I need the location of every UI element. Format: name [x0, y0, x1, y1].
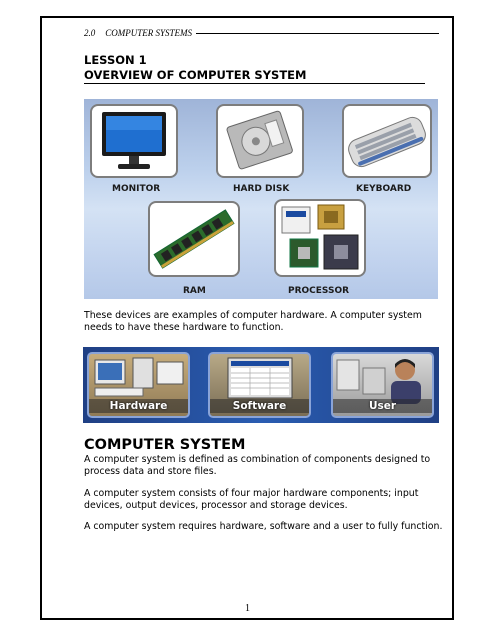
hardware-label: Hardware	[89, 399, 188, 413]
ram-card	[148, 201, 240, 277]
processor-label: PROCESSOR	[288, 286, 350, 296]
requirements-paragraph: A computer system requires hardware, software and a user to fully function.	[84, 521, 443, 532]
running-header	[84, 27, 439, 39]
lesson-number: LESSON 1	[84, 53, 147, 67]
keyboard-label: KEYBOARD	[356, 184, 412, 194]
components-illustration	[83, 347, 439, 423]
hardware-tile	[87, 352, 190, 418]
hard-disk-label: HARD DISK	[233, 184, 290, 194]
definition-paragraph: A computer system is defined as combination of components designed to process data and store files.	[84, 454, 431, 477]
software-tile	[208, 352, 311, 418]
processor-icon	[276, 201, 364, 275]
ram-label: RAM	[183, 286, 206, 296]
software-label: Software	[210, 399, 309, 413]
page-number: 1	[245, 603, 250, 614]
monitor-icon	[92, 106, 176, 176]
monitor-card	[90, 104, 178, 178]
keyboard-icon	[344, 106, 430, 176]
ram-icon	[150, 203, 238, 275]
user-label: User	[333, 399, 432, 413]
heading-rule	[84, 83, 425, 84]
user-person-icon	[333, 354, 432, 404]
header-rule	[196, 33, 439, 34]
components-paragraph: A computer system consists of four major hardware components; input devices, output devices, processor and storage devices.	[84, 488, 419, 511]
monitor-label: MONITOR	[112, 184, 161, 194]
hard-disk-icon	[218, 106, 302, 176]
intro-paragraph: These devices are examples of computer hardware. A computer system needs to have these hardware to function.	[84, 310, 422, 333]
section-heading: COMPUTER SYSTEM	[84, 437, 246, 453]
hard-disk-card	[216, 104, 304, 178]
section-number: 2.0	[84, 28, 96, 38]
keyboard-card	[342, 104, 432, 178]
software-window-icon	[210, 354, 309, 404]
section-title: COMPUTER SYSTEMS	[105, 28, 193, 38]
processor-card	[274, 199, 366, 277]
hardware-devices-illustration	[84, 99, 438, 299]
user-tile	[331, 352, 434, 418]
desktop-computer-icon	[89, 354, 188, 404]
lesson-heading	[84, 53, 306, 83]
lesson-title: OVERVIEW OF COMPUTER SYSTEM	[84, 68, 307, 82]
